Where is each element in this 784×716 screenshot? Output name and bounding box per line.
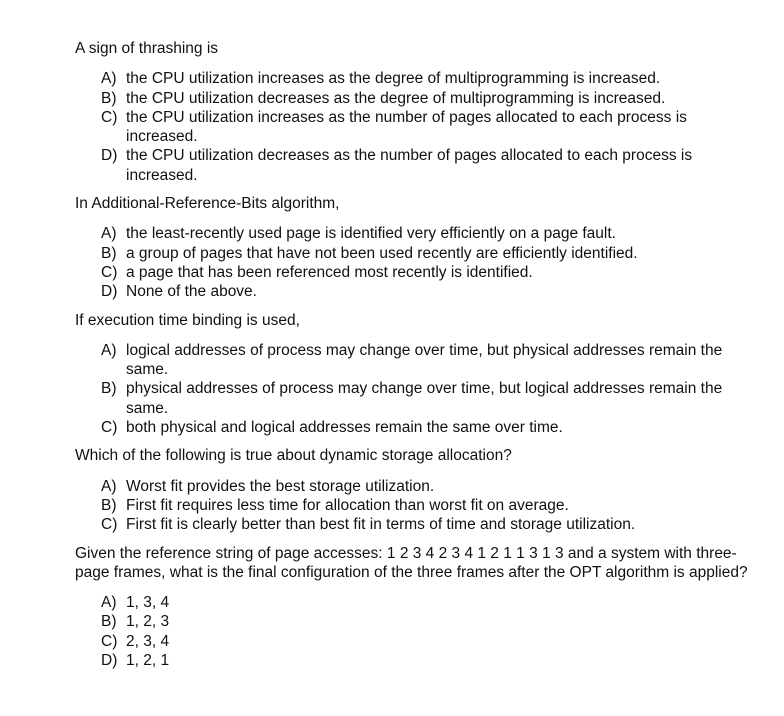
option-text: 1, 2, 3 — [126, 613, 170, 631]
option-a — [101, 593, 755, 612]
option-text: both physical and logical addresses remain the same over time. — [126, 419, 563, 437]
option-c — [101, 632, 755, 651]
question-3 — [75, 311, 755, 438]
option-letter: B) — [101, 613, 117, 631]
option-letter: D) — [101, 652, 118, 670]
option-a — [101, 69, 755, 88]
option-text: 1, 2, 1 — [126, 652, 170, 670]
option-letter: B) — [101, 89, 117, 107]
option-letter: D) — [101, 283, 118, 301]
option-text: None of the above. — [126, 283, 257, 301]
option-c — [101, 418, 755, 437]
option-letter: C) — [101, 632, 118, 650]
question-text: Which of the following is true about dynamic storage allocation? — [75, 447, 512, 465]
option-text: First fit requires less time for allocation than worst fit on average. — [126, 496, 569, 514]
option-b — [101, 496, 755, 515]
option-a — [101, 341, 755, 380]
option-d — [101, 651, 755, 670]
options-list — [75, 477, 755, 535]
option-c — [101, 108, 755, 147]
options-list — [75, 224, 755, 301]
question-text: If execution time binding is used, — [75, 311, 300, 329]
option-letter: A) — [101, 225, 117, 243]
option-b — [101, 89, 755, 108]
option-letter: C) — [101, 263, 118, 281]
option-text: Worst fit provides the best storage utilization. — [126, 477, 435, 495]
options-list — [75, 593, 755, 670]
option-b — [101, 379, 755, 418]
option-d — [101, 146, 755, 185]
option-letter: B) — [101, 244, 117, 262]
option-text: the least-recently used page is identified very efficiently on a page fault. — [126, 225, 616, 243]
options-list — [75, 69, 755, 185]
option-text: the CPU utilization decreases as the degree of multiprogramming is increased. — [126, 89, 666, 107]
option-c — [101, 515, 755, 534]
option-a — [101, 477, 755, 496]
option-b — [101, 612, 755, 631]
option-letter: A) — [101, 341, 117, 359]
option-text: the CPU utilization increases as the number of pages allocated to each process is increased. — [126, 108, 687, 146]
option-letter: A) — [101, 594, 117, 612]
option-letter: A) — [101, 70, 117, 88]
question-text: Given the reference string of page accesses: 1 2 3 4 2 3 4 1 2 1 1 3 1 3 and a system with three-page frames, what is the final configuration of the three frames after the OPT algorithm is applied? — [75, 544, 748, 581]
option-text: a group of pages that have not been used recently are efficiently identified. — [126, 244, 638, 262]
option-letter: B) — [101, 380, 117, 398]
option-text: First fit is clearly better than best fit in terms of time and storage utilization. — [126, 516, 636, 534]
question-5 — [75, 544, 755, 671]
question-4 — [75, 446, 755, 534]
option-b — [101, 244, 755, 263]
option-text: a page that has been referenced most recently is identified. — [126, 263, 533, 281]
option-letter: C) — [101, 516, 118, 534]
option-text: 2, 3, 4 — [126, 632, 170, 650]
options-list — [75, 341, 755, 437]
question-2 — [75, 194, 755, 301]
option-letter: B) — [101, 496, 117, 514]
option-letter: C) — [101, 108, 118, 126]
option-d — [101, 282, 755, 301]
option-a — [101, 224, 755, 243]
option-text: the CPU utilization decreases as the number of pages allocated to each process is increased. — [126, 147, 693, 184]
option-letter: A) — [101, 477, 117, 495]
option-text: the CPU utilization increases as the degree of multiprogramming is increased. — [126, 70, 661, 88]
question-text: A sign of thrashing is — [75, 40, 219, 57]
option-text: logical addresses of process may change over time, but physical addresses remain the same. — [126, 341, 723, 379]
option-c — [101, 263, 755, 282]
question-1 — [75, 39, 755, 185]
option-text: physical addresses of process may change over time, but logical addresses remain the same. — [126, 380, 723, 417]
question-text: In Additional-Reference-Bits algorithm, — [75, 195, 340, 213]
option-text: 1, 3, 4 — [126, 594, 170, 612]
option-letter: C) — [101, 419, 118, 437]
option-letter: D) — [101, 147, 118, 165]
quiz-document — [75, 39, 755, 679]
